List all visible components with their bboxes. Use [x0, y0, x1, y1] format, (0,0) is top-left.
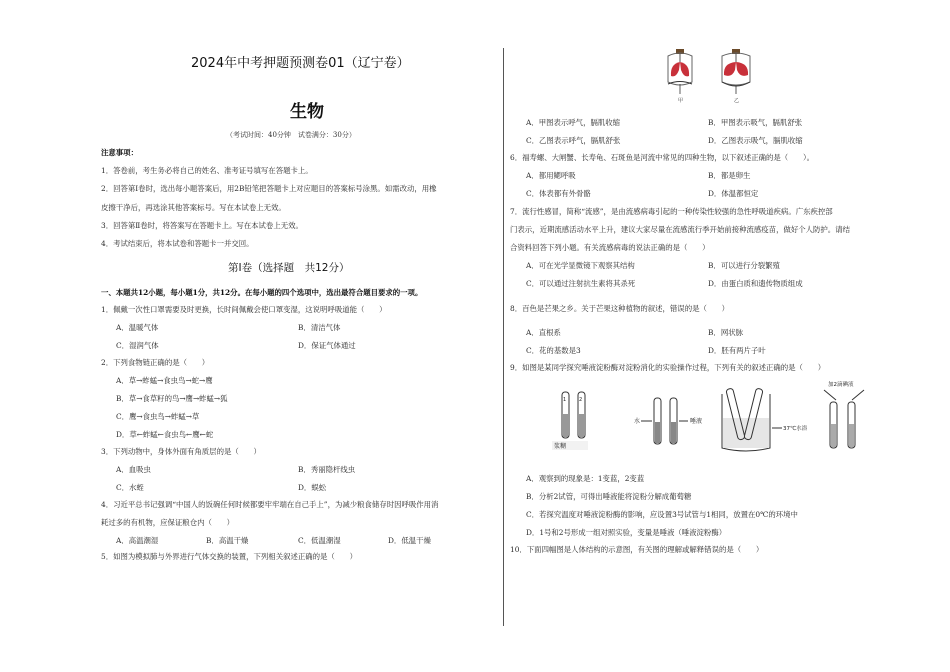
column-divider	[503, 48, 504, 626]
question-stem: 2．下列食物链正确的是（ ）	[101, 358, 210, 367]
note-item: 4．考试结束后，将本试卷和答题卡一并交回。	[101, 239, 254, 248]
apparatus-yi	[722, 49, 750, 104]
fig-label-paste: 浆糊	[554, 443, 567, 450]
option-c: C．低温潮湿	[298, 536, 341, 545]
note-item: 3．回答第Ⅱ卷时，将答案写在答题卡上。写在本试卷上无效。	[101, 221, 303, 230]
question-stem: 10．下面四幅图是人体结构的示意图，有关图的理解或解释错误的是（ ）	[510, 545, 764, 554]
option-c: C．若探究温度对唾液淀粉酶的影响，应设置3号试管与1相同，放置在0℃的环境中	[526, 510, 798, 519]
option-b: B．高温干燥	[206, 536, 249, 545]
svg-text:2: 2	[579, 397, 583, 403]
option-c: C．体表都有外骨骼	[526, 189, 591, 198]
question-stem: 5．如图为模拟肺与外界进行气体交换的装置，下列相关叙述正确的是（ ）	[101, 552, 357, 561]
option-d: D．1号和2号形成一组对照实验，变量是唾液（唾液淀粉酶）	[526, 528, 727, 537]
question-stem: 8．百色是芒果之乡。关于芒果这种植物的叙述，错误的是（ ）	[510, 304, 730, 313]
lung-model-figure	[662, 48, 758, 104]
note-item: 1．答卷前，考生务必将自己的姓名、准考证号填写在答题卡上。	[101, 166, 313, 175]
option-d: D．乙图表示吸气，膈肌收缩	[708, 136, 803, 145]
exam-title: 2024年中考押题预测卷01（辽宁卷）	[191, 56, 410, 71]
fig-label-iodine: 加2滴碘液	[828, 382, 854, 388]
question-stem: 6．福寿螺、大闸蟹、长寿龟、石斑鱼是河流中常见的四种生物，以下叙述正确的是（ ）。	[510, 153, 815, 162]
step-4-iodine	[824, 380, 864, 448]
step-3-water-bath	[722, 388, 808, 451]
left-column	[98, 0, 480, 672]
fig-label-bath: 37℃水浴	[783, 426, 808, 432]
subject-title: 生物	[290, 102, 324, 122]
option-c: C．鹰→食虫鸟→蚱蜢→草	[116, 412, 200, 421]
svg-text:1: 1	[563, 397, 567, 403]
option-a: A．高温潮湿	[116, 536, 159, 545]
option-a: A．温暖气体	[116, 323, 159, 332]
saliva-experiment-figure	[546, 378, 870, 456]
option-d: D．蜈蚣	[298, 483, 327, 492]
fig-label-saliva: 唾液	[690, 418, 703, 425]
note-item: 皮擦干净后，再选涂其他答案标号。写在本试卷上无效。	[101, 203, 286, 212]
option-c: C．乙图表示呼气，膈肌舒张	[526, 136, 621, 145]
question-stem: 1．佩戴一次性口罩需要及时更换，长时间佩戴会使口罩变湿，这说明呼吸道能（ ）	[101, 305, 387, 314]
question-stem-cont: 门表示，近期流感活动水平上升，建议大家尽量在流感流行季开始前接种流感疫苗，做好个人防护。请结	[510, 225, 850, 234]
option-a: A．直根系	[526, 328, 561, 337]
fig-label-jia: 甲	[678, 98, 684, 104]
question-stem: 3．下列动物中，身体外面有角质层的是（ ）	[101, 447, 261, 456]
option-d: D．保证气体通过	[298, 341, 356, 350]
exam-meta: （考试时间：40分钟 试卷满分：30分）	[226, 131, 356, 139]
section-title: 第Ⅰ卷（选择题 共12分）	[228, 262, 350, 274]
option-a: A．都用鳃呼吸	[526, 171, 576, 180]
option-b: B．草→食草籽的鸟→鹰→蚱蜢→狐	[116, 394, 228, 403]
option-c: C．可以通过注射抗生素将其杀死	[526, 279, 636, 288]
option-d: D．体温都恒定	[708, 189, 759, 198]
option-b: B．清洁气体	[298, 323, 341, 332]
option-b: B．秀丽隐杆线虫	[298, 465, 356, 474]
apparatus-jia	[668, 49, 692, 104]
option-b: B．网状脉	[708, 328, 743, 337]
question-stem-cont: 耗过多的有机物，应保证粮仓内（ ）	[101, 518, 235, 527]
step-1-tubes	[552, 392, 588, 450]
question-stem-cont: 合资料回答下列小题。有关流感病毒的说法正确的是（ ）	[510, 243, 710, 252]
option-b: B．甲图表示吸气，膈肌舒张	[708, 118, 803, 127]
option-b: B．可以进行分裂繁殖	[708, 261, 780, 270]
option-c: C．水蛭	[116, 483, 144, 492]
question-stem: 4．习近平总书记强调“中国人的饭碗任何时候都要牢牢端在自己手上”，为减少粮食储存时因呼吸作用消	[101, 500, 439, 509]
fig-label-yi: 乙	[734, 98, 740, 104]
option-d: D．由蛋白质和遗传物质组成	[708, 279, 803, 288]
question-stem: 9．如图是某同学探究唾液淀粉酶对淀粉消化的实验操作过程，下列有关的叙述正确的是（ ）	[510, 363, 826, 372]
section-intro: 一、本题共12小题，每小题1分，共12分。在每小题的四个选项中，选出最符合题目要求的一项。	[101, 288, 423, 297]
option-d: D．胚有两片子叶	[708, 346, 766, 355]
question-stem: 7．流行性感冒，简称“流感”，是由流感病毒引起的一种传染性较强的急性呼吸道疾病。广东疾控部	[510, 207, 833, 216]
option-a: A．观察到的现象是：1变蓝，2变蓝	[526, 474, 645, 483]
note-item: 2．回答第Ⅰ卷时，选出每小题答案后，用2B铅笔把答题卡上对应题目的答案标号涂黑。如需改动，用橡	[101, 184, 437, 193]
option-a: A．血吸虫	[116, 465, 151, 474]
option-a: A．甲图表示呼气，膈肌收缩	[526, 118, 621, 127]
option-c: C．湿润气体	[116, 341, 159, 350]
right-column	[510, 0, 872, 672]
option-a: A．可在光学显微镜下观察其结构	[526, 261, 635, 270]
option-c: C．花的基数是3	[526, 346, 581, 355]
option-d: D．草←蚱蜢←食虫鸟←鹰←蛇	[116, 430, 214, 439]
option-a: A．草→蚱蜢→食虫鸟→蛇→鹰	[116, 376, 213, 385]
fig-label-water: 水	[634, 418, 641, 425]
notes-heading: 注意事项：	[101, 148, 138, 157]
step-2-add-liquid	[634, 398, 702, 444]
option-b: B．分析2试管，可得出唾液能将淀粉分解成葡萄糖	[526, 492, 692, 501]
option-d: D．低温干燥	[388, 536, 431, 545]
option-b: B．都是卵生	[708, 171, 751, 180]
